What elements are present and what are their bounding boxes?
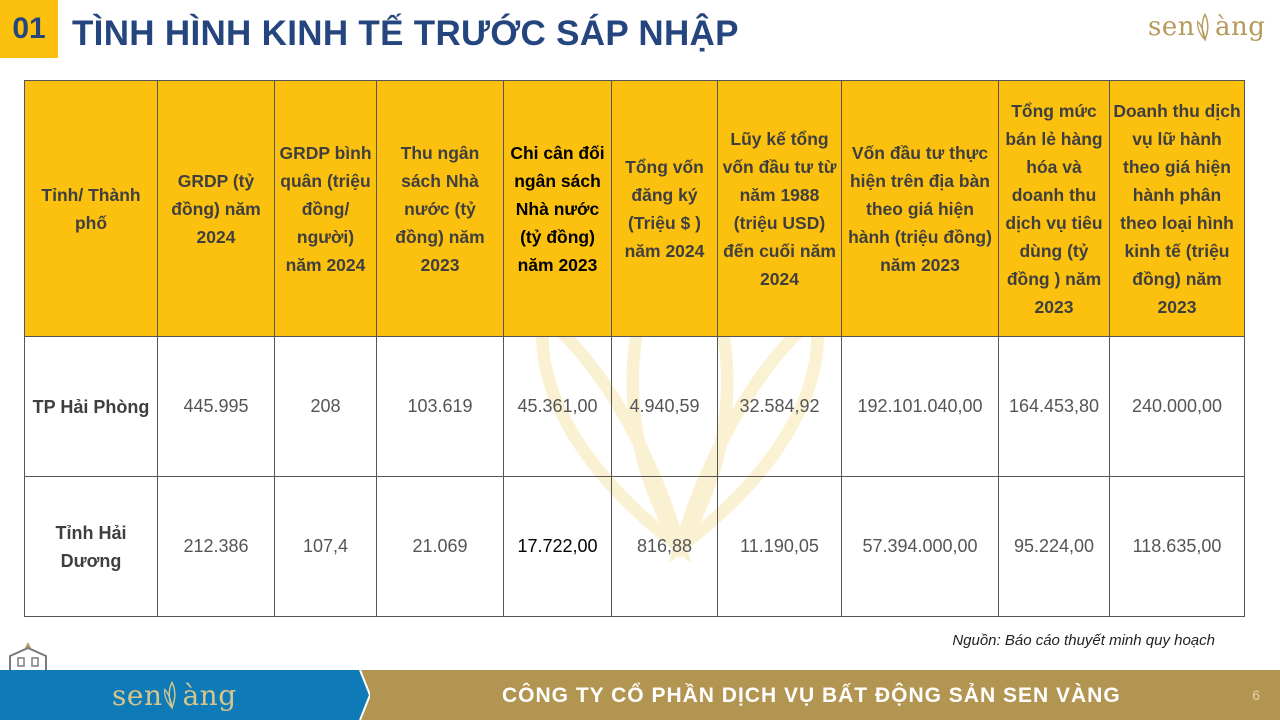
footer-brand-logo (112, 674, 237, 716)
footer-bar (0, 670, 1280, 720)
logo-text-right: àng (1214, 12, 1266, 42)
brand-logo (1148, 6, 1276, 48)
column-header: Vốn đầu tư thực hiện trên địa bàn theo giá hiện hành (triệu đồng) năm 2023 (842, 81, 999, 337)
section-number: 01 (0, 0, 58, 58)
table-cell: 45.361,00 (504, 337, 612, 477)
lotus-logo-icon (1196, 12, 1214, 42)
lotus-logo-icon (163, 680, 181, 710)
table-cell: 103.619 (377, 337, 504, 477)
table-cell: 11.190,05 (718, 477, 842, 617)
row-header: Tỉnh Hải Dương (25, 477, 158, 617)
table-cell: 21.069 (377, 477, 504, 617)
column-header: Tổng vốn đăng ký (Triệu $ ) năm 2024 (612, 81, 718, 337)
table-cell: 192.101.040,00 (842, 337, 999, 477)
row-header: TP Hải Phòng (25, 337, 158, 477)
footer-divider (352, 670, 370, 720)
table-cell: 208 (275, 337, 377, 477)
column-header: Tỉnh/ Thành phố (25, 81, 158, 337)
table-cell: 17.722,00 (504, 477, 612, 617)
column-header: Tổng mức bán lẻ hàng hóa và doanh thu dịch vụ tiêu dùng (tỷ đồng ) năm 2023 (999, 81, 1110, 337)
page-title: TÌNH HÌNH KINH TẾ TRƯỚC SÁP NHẬP (72, 14, 739, 53)
table-cell: 95.224,00 (999, 477, 1110, 617)
table-row (25, 477, 1245, 617)
table-cell: 445.995 (158, 337, 275, 477)
column-header: GRDP (tỷ đồng) năm 2024 (158, 81, 275, 337)
column-header: Chi cân đối ngân sách Nhà nước (tỷ đồng) năm 2023 (504, 81, 612, 337)
column-header: Lũy kế tổng vốn đầu tư từ năm 1988 (triệu USD) đến cuối năm 2024 (718, 81, 842, 337)
table-cell: 4.940,59 (612, 337, 718, 477)
table-cell: 240.000,00 (1110, 337, 1245, 477)
table-cell: 107,4 (275, 477, 377, 617)
table-cell: 118.635,00 (1110, 477, 1245, 617)
table-cell: 57.394.000,00 (842, 477, 999, 617)
column-header: Doanh thu dịch vụ lữ hành theo giá hiện hành phân theo loại hình kinh tế (triệu đồng) năm 2023 (1110, 81, 1245, 337)
table-cell: 816,88 (612, 477, 718, 617)
page-number: 6 (1252, 687, 1260, 703)
building-stamp-icon (4, 640, 52, 674)
logo-text-left: sen (1148, 12, 1195, 42)
table-cell: 164.453,80 (999, 337, 1110, 477)
column-header: GRDP bình quân (triệu đồng/ người) năm 2024 (275, 81, 377, 337)
table-cell: 212.386 (158, 477, 275, 617)
footer-logo-text-right: àng (182, 678, 237, 712)
economic-data-table (24, 80, 1245, 617)
company-name: CÔNG TY CỔ PHẦN DỊCH VỤ BẤT ĐỘNG SẢN SEN VÀNG (502, 684, 1121, 707)
column-header: Thu ngân sách Nhà nước (tỷ đồng) năm 2023 (377, 81, 504, 337)
source-note: Nguồn: Báo cáo thuyết minh quy hoạch (952, 632, 1215, 649)
table-row (25, 337, 1245, 477)
table-cell: 32.584,92 (718, 337, 842, 477)
footer-logo-text-left: sen (112, 678, 163, 712)
table-header-row (25, 81, 1245, 337)
